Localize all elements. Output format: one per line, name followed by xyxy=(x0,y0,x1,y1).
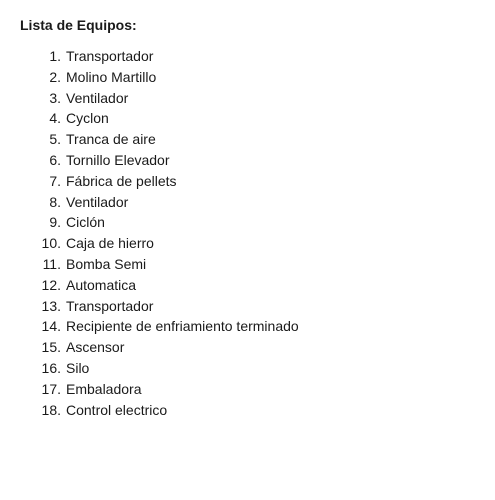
list-item-text: Fábrica de pellets xyxy=(66,172,177,189)
list-item-number: 15. xyxy=(41,339,61,356)
list-item-number: 7. xyxy=(49,172,61,189)
list-item-text: Transportador xyxy=(66,48,154,64)
list-item-number: 8. xyxy=(49,193,61,210)
list-item-number: 12. xyxy=(41,276,61,293)
list-item-number: 1. xyxy=(49,48,61,64)
list-item-number: 5. xyxy=(49,131,61,148)
list-item-number: 10. xyxy=(41,235,61,252)
list-item-text: Silo xyxy=(66,359,90,376)
list-item-number: 11. xyxy=(42,255,61,272)
list-item-text: Ciclón xyxy=(66,214,105,231)
list-item-text: Ventilador xyxy=(66,89,129,106)
list-item-number: 3. xyxy=(49,89,61,106)
list-item-number: 13. xyxy=(41,297,61,314)
list-item-number: 18. xyxy=(41,401,61,418)
list-item-text: Cyclon xyxy=(66,110,109,127)
list-item-text: Control electrico xyxy=(66,401,168,418)
list-item-text: Ascensor xyxy=(66,339,125,356)
list-item-number: 14. xyxy=(41,318,61,335)
list-item-number: 17. xyxy=(41,380,61,397)
list-item-text: Bomba Semi xyxy=(66,255,147,272)
list-item-number: 4. xyxy=(49,110,61,127)
list-item-number: 16. xyxy=(41,359,61,376)
list-item-text: Molino Martillo xyxy=(66,68,157,85)
list-item-number: 9. xyxy=(49,214,61,231)
list-item-text: Automatica xyxy=(66,276,137,293)
document-title: Lista de Equipos: xyxy=(20,17,137,33)
list-item-text: Ventilador xyxy=(66,193,129,210)
list-item-text: Recipiente de enfriamiento terminado xyxy=(66,318,299,335)
list-item-number: 2. xyxy=(49,68,61,85)
list-item-text: Caja de hierro xyxy=(66,235,154,252)
list-item-text: Embaladora xyxy=(66,380,142,397)
list-item-text: Tornillo Elevador xyxy=(66,151,170,168)
list-item-text: Transportador xyxy=(66,297,154,314)
list-item-text: Tranca de aire xyxy=(66,131,156,148)
list-item-number: 6. xyxy=(49,151,61,168)
